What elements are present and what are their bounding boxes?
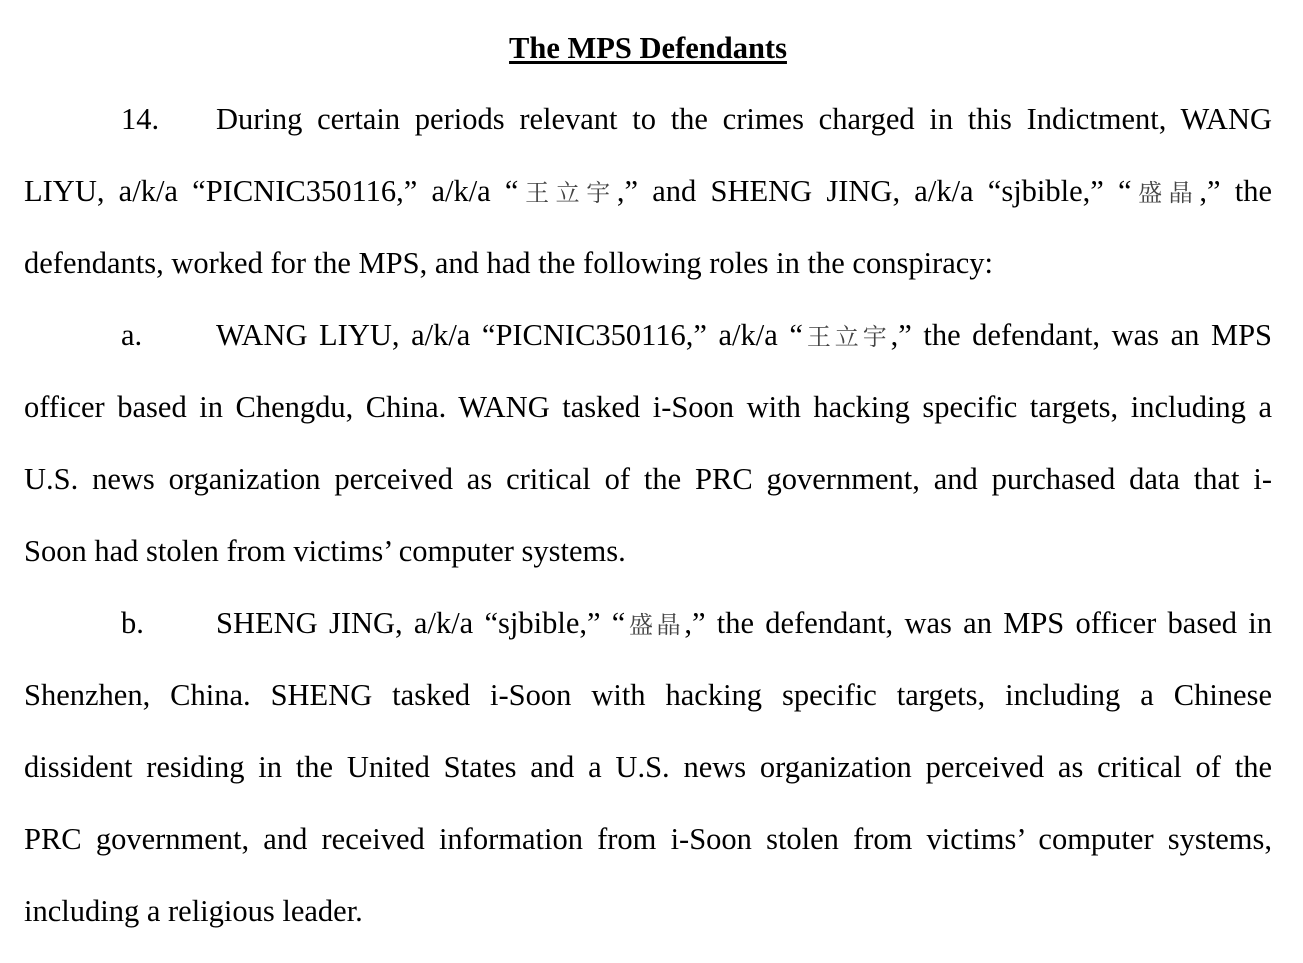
paragraph-b xyxy=(24,603,1272,963)
paragraph-line: PRC government, and received information from i-Soon stolen from victims’ computer systems, xyxy=(24,822,1272,856)
paragraph-line xyxy=(24,315,1272,387)
paragraph-number: 14. xyxy=(121,102,160,136)
section-title: The MPS Defendants xyxy=(509,31,787,65)
line-text: SHENG JING, a/k/a “sjbible,” “盛晶,” the defendant, was an MPS officer based in xyxy=(216,606,1272,640)
chinese-name: 王立宇 xyxy=(802,323,891,351)
paragraph-line: Shenzhen, China. SHENG tasked i-Soon with hacking specific targets, including a Chinese xyxy=(24,678,1272,712)
chinese-name: 盛晶 xyxy=(1131,179,1200,207)
line-text: During certain periods relevant to the crimes charged in this Indictment, WANG xyxy=(216,102,1272,136)
paragraph-a xyxy=(24,315,1272,603)
line-text: WANG LIYU, a/k/a “PICNIC350116,” a/k/a “王立宇,” the defendant, was an MPS xyxy=(216,318,1272,352)
paragraph-line: officer based in Chengdu, China. WANG tasked i-Soon with hacking specific targets, including a xyxy=(24,390,1272,424)
chinese-name: 盛晶 xyxy=(625,611,685,639)
paragraph-line: U.S. news organization perceived as critical of the PRC government, and purchased data that i- xyxy=(24,462,1272,496)
paragraph-line: defendants, worked for the MPS, and had the following roles in the conspiracy: xyxy=(24,246,994,280)
paragraph-14 xyxy=(24,99,1272,315)
paragraph-number: b. xyxy=(121,606,144,640)
paragraph-line: LIYU, a/k/a “PICNIC350116,” a/k/a “王立宇,” and SHENG JING, a/k/a “sjbible,” “盛晶,” the xyxy=(24,174,1272,208)
paragraph-number: a. xyxy=(121,318,143,352)
paragraph-line: dissident residing in the United States and a U.S. news organization perceived as critical of the xyxy=(24,750,1272,784)
chinese-name: 王立宇 xyxy=(518,179,617,207)
paragraph-line xyxy=(24,603,1272,675)
paragraph-line xyxy=(24,99,1272,171)
paragraph-line: Soon had stolen from victims’ computer systems. xyxy=(24,534,626,568)
paragraph-line: including a religious leader. xyxy=(24,894,363,928)
